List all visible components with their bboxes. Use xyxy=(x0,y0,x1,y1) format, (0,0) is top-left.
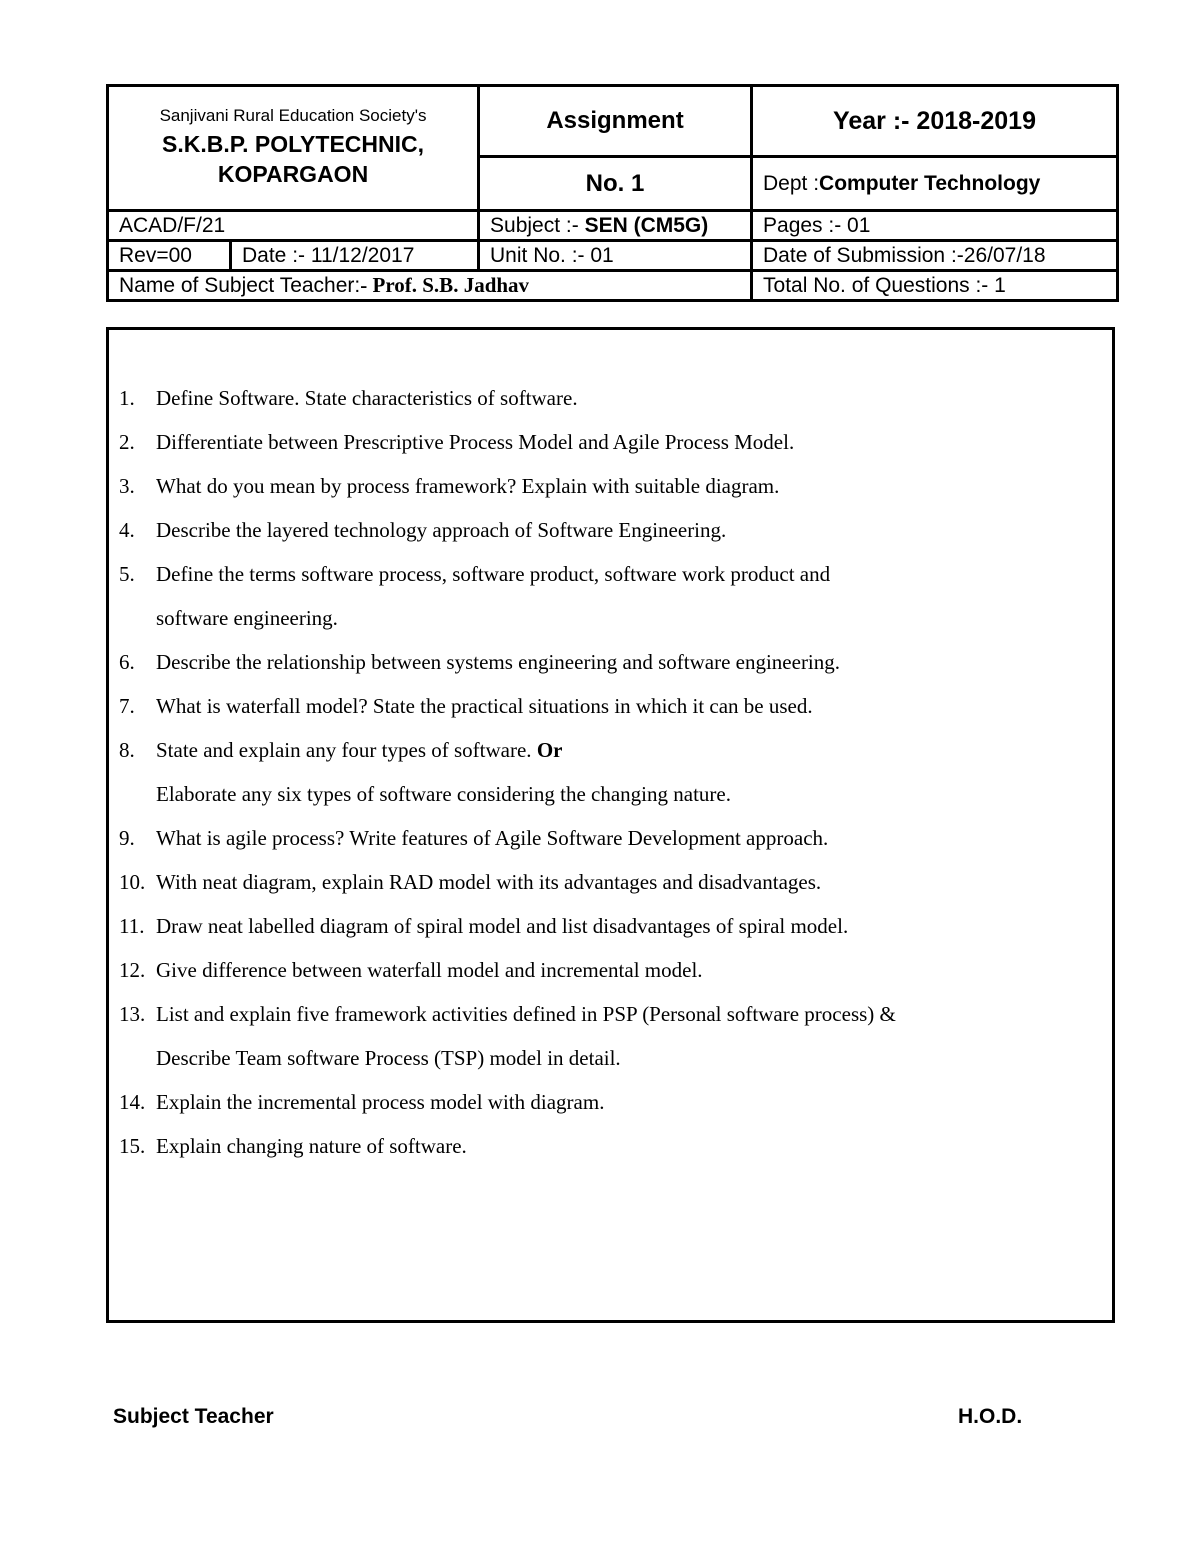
question-number: 15. xyxy=(119,1134,146,1158)
question-number: 5. xyxy=(119,562,135,586)
institute-name-line1: S.K.B.P. POLYTECHNIC, xyxy=(162,130,425,157)
question-item xyxy=(119,948,1102,992)
question-text xyxy=(156,508,1102,552)
question-text xyxy=(156,904,1102,948)
academic-year: Year :- 2018-2019 xyxy=(752,86,1118,157)
question-line: What is agile process? Write features of Agile Software Development approach. xyxy=(156,826,829,850)
question-text xyxy=(156,860,1102,904)
question-text xyxy=(156,1124,1102,1168)
question-item xyxy=(119,860,1102,904)
question-number: 8. xyxy=(119,738,135,762)
question-item xyxy=(119,1080,1102,1124)
revision: Rev=00 xyxy=(108,241,231,271)
department-cell xyxy=(752,157,1118,211)
question-item xyxy=(119,464,1102,508)
question-text xyxy=(156,948,1102,992)
question-item xyxy=(119,552,1102,640)
question-text xyxy=(156,816,1102,860)
question-line: Explain changing nature of software. xyxy=(156,1134,467,1158)
pages-count: Pages :- 01 xyxy=(752,211,1118,241)
subject-cell xyxy=(479,211,752,241)
hod-signature-label: H.O.D. xyxy=(958,1405,1023,1428)
teacher-label: Name of Subject Teacher: xyxy=(119,274,361,297)
question-text xyxy=(156,376,1102,420)
question-line: Describe the layered technology approach of Software Engineering. xyxy=(156,518,727,542)
question-line: Define Software. State characteristics of software. xyxy=(156,386,578,410)
question-number: 11. xyxy=(119,914,145,938)
question-line: Elaborate any six types of software considering the changing nature. xyxy=(156,782,731,806)
question-text xyxy=(156,640,1102,684)
question-line: With neat diagram, explain RAD model with its advantages and disadvantages. xyxy=(156,870,822,894)
question-line: software engineering. xyxy=(156,606,338,630)
question-item xyxy=(119,1124,1102,1168)
question-item xyxy=(119,684,1102,728)
question-text xyxy=(156,552,1102,640)
question-line: Describe the relationship between systems engineering and software engineering. xyxy=(156,650,841,674)
teacher-cell xyxy=(108,271,752,301)
question-number: 10. xyxy=(119,870,146,894)
question-number: 12. xyxy=(119,958,146,982)
question-line: What is waterfall model? State the practical situations in which it can be used. xyxy=(156,694,813,718)
question-text xyxy=(156,1080,1102,1124)
department-label: Dept : xyxy=(763,172,820,195)
subject-value: SEN (CM5G) xyxy=(584,214,709,237)
assignment-header-table xyxy=(106,84,1119,302)
question-text xyxy=(156,684,1102,728)
question-line: List and explain five framework activities defined in PSP (Personal software process) & xyxy=(156,1002,896,1026)
question-number: 4. xyxy=(119,518,135,542)
assignment-number: No. 1 xyxy=(479,157,752,211)
question-line: What do you mean by process framework? Explain with suitable diagram. xyxy=(156,474,780,498)
question-text xyxy=(156,420,1102,464)
submission-date: Date of Submission :-26/07/18 xyxy=(752,241,1118,271)
question-item xyxy=(119,992,1102,1080)
question-item xyxy=(119,420,1102,464)
question-item xyxy=(119,376,1102,420)
question-line: Describe Team software Process (TSP) model in detail. xyxy=(156,1046,621,1070)
question-number: 1. xyxy=(119,386,135,410)
question-item xyxy=(119,816,1102,860)
institute-name-line2: KOPARGAON xyxy=(217,160,369,187)
question-line: Draw neat labelled diagram of spiral model and list disadvantages of spiral model. xyxy=(156,914,849,938)
or-keyword: Or xyxy=(536,738,563,762)
question-number: 13. xyxy=(119,1002,146,1026)
assignment-title: Assignment xyxy=(479,86,752,157)
question-list xyxy=(119,376,1102,1168)
question-number: 3. xyxy=(119,474,135,498)
issue-date: Date :- 11/12/2017 xyxy=(231,241,479,271)
question-line: Differentiate between Prescriptive Process Model and Agile Process Model. xyxy=(156,430,795,454)
subject-label: Subject :- xyxy=(490,214,585,237)
society-name: Sanjivani Rural Education Society's xyxy=(159,105,427,125)
question-line xyxy=(156,728,1102,772)
question-text xyxy=(156,464,1102,508)
form-code: ACAD/F/21 xyxy=(108,211,479,241)
question-text xyxy=(156,728,1102,816)
question-number: 6. xyxy=(119,650,135,674)
questions-box xyxy=(106,327,1115,1323)
subject-teacher-signature-label: Subject Teacher xyxy=(113,1405,274,1428)
teacher-name: - Prof. S.B. Jadhav xyxy=(360,273,530,297)
question-item xyxy=(119,728,1102,816)
question-number: 2. xyxy=(119,430,135,454)
question-item xyxy=(119,640,1102,684)
question-item xyxy=(119,904,1102,948)
question-line-text: State and explain any four types of software. xyxy=(156,738,537,762)
question-text xyxy=(156,992,1102,1080)
department-value: Computer Technology xyxy=(819,172,1041,195)
institute-cell xyxy=(108,86,479,211)
question-line: Give difference between waterfall model and incremental model. xyxy=(156,958,703,982)
total-questions: Total No. of Questions :- 1 xyxy=(752,271,1118,301)
question-item xyxy=(119,508,1102,552)
question-number: 7. xyxy=(119,694,135,718)
question-line: Define the terms software process, software product, software work product and xyxy=(156,562,831,586)
question-number: 14. xyxy=(119,1090,146,1114)
unit-number: Unit No. :- 01 xyxy=(479,241,752,271)
question-line: Explain the incremental process model with diagram. xyxy=(156,1090,605,1114)
question-number: 9. xyxy=(119,826,135,850)
